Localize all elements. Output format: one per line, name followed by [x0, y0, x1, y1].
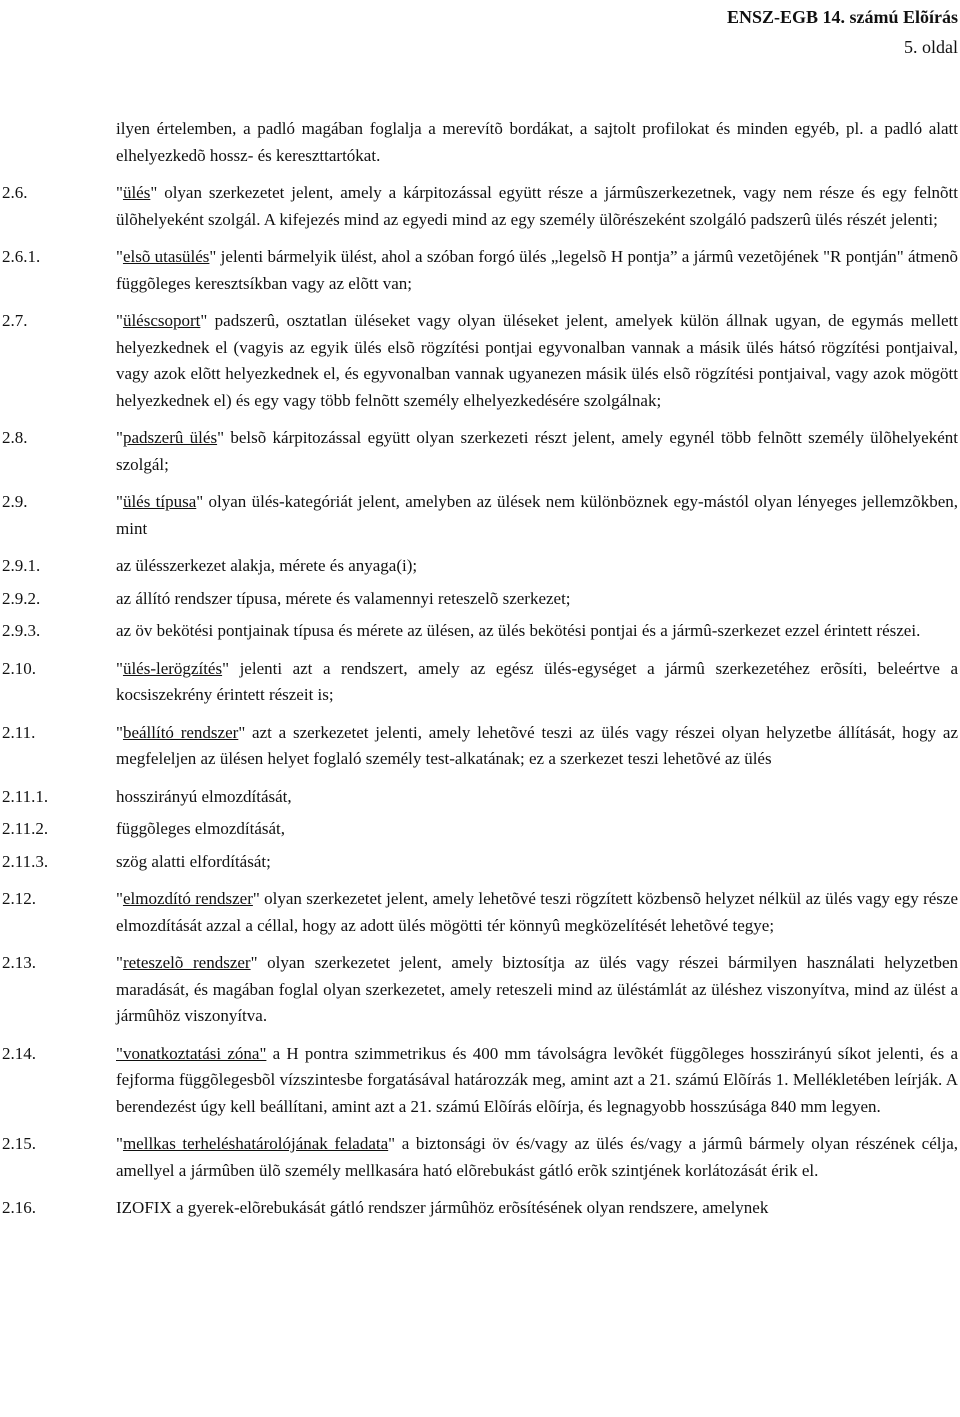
term-quote-open: "	[116, 311, 123, 330]
definition-paragraph	[2, 116, 958, 169]
definition-paragraph	[2, 425, 958, 478]
term-quote-open: "	[116, 722, 123, 742]
definition-paragraph	[2, 308, 958, 414]
document-body	[2, 116, 958, 1233]
paragraph-number: 2.11.3.	[2, 851, 49, 871]
paragraph-number: 2.11.	[2, 722, 36, 742]
paragraph-text	[116, 784, 958, 811]
definition-paragraph	[2, 849, 958, 876]
paragraph-number: 2.12.	[2, 889, 36, 908]
definition-paragraph	[2, 656, 958, 709]
page-header	[727, 2, 958, 62]
defined-term: padszerû ülés	[122, 428, 218, 447]
definition-text: az öv bekötési pontjainak típusa és mérete az ülésen, az ülés bekötési pontjai és a jármû-szerkezet ezzel érintett részei.	[116, 621, 921, 640]
definition-paragraph	[2, 816, 958, 843]
definition-text: " a biztonsági öv és/vagy az ülés és/vagy a jármû bármely olyan részének célja, amellyel a jármûben ülõ személy mellkasára ható elõrebukást gátló erõk szintjének korlátozását érik el.	[116, 1134, 958, 1180]
paragraph-number: 2.13.	[2, 953, 36, 972]
definition-paragraph	[2, 720, 958, 773]
paragraph-text	[116, 553, 958, 580]
paragraph-text	[116, 1041, 958, 1121]
term-quote-open: "	[116, 183, 123, 202]
paragraph-text	[116, 720, 958, 773]
definition-text: ilyen értelemben, a padló magában foglalja a merevítõ bordákat, a sajtolt profilokat és minden egyéb, pl. a padló alatt elhelyezkedõ hossz- és kereszttartókat.	[116, 119, 958, 165]
paragraph-number: 2.9.2.	[2, 588, 41, 608]
paragraph-text	[116, 425, 958, 478]
term-quote-open: "	[116, 247, 123, 266]
definition-text: " olyan ülés-kategóriát jelent, amelyben az ülések nem különböznek egy-mástól olyan lényeges jellemzõkben, mint	[116, 492, 958, 538]
definition-text: függõleges elmozdítását,	[116, 819, 286, 838]
paragraph-number: 2.11.2.	[2, 819, 49, 838]
paragraph-text	[116, 656, 958, 709]
definition-paragraph	[2, 886, 958, 939]
paragraph-text	[116, 308, 958, 414]
term-quote-open: "	[116, 428, 123, 447]
paragraph-number: 2.6.	[2, 183, 28, 202]
definition-paragraph	[2, 586, 958, 613]
term-quote-open: "	[116, 889, 123, 908]
paragraph-number: 2.16.	[2, 1198, 36, 1217]
defined-term: elmozdító rendszer	[122, 889, 253, 908]
definition-paragraph	[2, 1131, 958, 1184]
definition-paragraph	[2, 950, 958, 1030]
definition-paragraph	[2, 1041, 958, 1121]
defined-term: elsõ utasülés	[122, 247, 210, 266]
paragraph-number: 2.9.1.	[2, 556, 41, 575]
page-number: 5. oldal	[904, 37, 958, 57]
defined-term: ülés-lerögzítés	[122, 658, 223, 678]
paragraph-number: 2.11.1.	[2, 786, 49, 806]
paragraph-number: 2.9.	[2, 492, 28, 511]
definition-text: " belsõ kárpitozással együtt olyan szerkezeti részt jelent, amely egynél több felnõtt személy ülõhelyeként szolgál;	[116, 428, 958, 474]
definition-text: szög alatti elfordítását;	[116, 851, 271, 871]
paragraph-number: 2.10.	[2, 658, 36, 678]
definition-text: a H pontra szimmetrikus és 400 mm távolságra levõkét függõleges hosszirányú síkot jelenti, és a fejforma függõlegesbõl vízszintesbe forgatásával határozzák meg, amint azt a 21. számú Elõírás 1. Mellékletében leírják. A berendezést úgy kell beállítani, amint azt a 21. számú Elõírás elõírja, és legnagyobb hosszúsága 840 mm legyen.	[116, 1043, 958, 1116]
definition-paragraph	[2, 489, 958, 542]
term-quote-open: "	[116, 658, 123, 678]
paragraph-text	[116, 116, 958, 169]
defined-term: reteszelõ rendszer	[122, 953, 251, 972]
paragraph-text	[116, 849, 958, 876]
paragraph-text	[116, 244, 958, 297]
defined-term: beállító rendszer	[122, 722, 239, 742]
definition-text: " olyan szerkezetet jelent, amely biztosítja az ülés vagy részei bármilyen használati helyzetben maradását, és magában foglal olyan szerkezetet, amely reteszeli mind az üléstámlát az üléshez viszonyítva, mind az ülést a jármûhöz viszonyítva.	[116, 953, 958, 1025]
definition-text: " padszerû, osztatlan üléseket vagy olyan üléseket jelent, amelyek külön állnak ugyan, de egymás mellett helyezkednek el (vagyis az egyik ülés elsõ rögzítési pontjai egyvonalban vannak a másik ülés hátsó rögzítési pontjaival, vagy azok elõtt helyezkednek el, és egyvonalban vannak ugyanezen másik ülés elsõ rögzítési pontjaival, vagy azok mögött helyezkednek el) és egy vagy több felnõtt személy elhelyezkedésére szolgálnak;	[116, 311, 958, 410]
paragraph-text	[116, 1195, 958, 1222]
definition-text: " jelenti azt a rendszert, amely az egész ülés-egységet a jármû szerkezetéhez erõsíti, beleértve a kocsiszekrény érintett részeit is;	[116, 658, 958, 704]
paragraph-text	[116, 950, 958, 1030]
paragraph-number: 2.14.	[2, 1043, 36, 1063]
definition-text: IZOFIX a gyerek-elõrebukását gátló rendszer jármûhöz erõsítésének olyan rendszere, amelynek	[116, 1198, 769, 1217]
defined-term: üléscsoport	[122, 311, 201, 330]
paragraph-number: 2.15.	[2, 1134, 36, 1153]
paragraph-number	[2, 116, 116, 169]
paragraph-text	[116, 886, 958, 939]
term-quote-open: "	[116, 1134, 123, 1153]
definition-text: " jelenti bármelyik ülést, ahol a szóban forgó ülés „legelsõ H pontja” a jármû vezetõjének "R pontján" átmenõ függõleges keresztsíkban vagy az elõtt van;	[116, 247, 958, 293]
definition-text: az ülésszerkezet alakja, mérete és anyaga(i);	[116, 556, 418, 575]
paragraph-text	[116, 618, 958, 645]
paragraph-text	[116, 489, 958, 542]
defined-term: ülés	[122, 183, 151, 202]
definition-paragraph	[2, 180, 958, 233]
defined-term: ülés típusa	[122, 492, 197, 511]
paragraph-number: 2.8.	[2, 428, 28, 447]
defined-term: "vonatkoztatási zóna"	[116, 1043, 267, 1063]
definition-paragraph	[2, 1195, 958, 1222]
definition-text: " azt a szerkezetet jelenti, amely lehetõvé teszi az ülés vagy részei olyan helyzetbe állítását, hogy az megfeleljen az ülésen helyet foglaló személy test-alkatának; ez a szerkezet teszi lehetõvé az ülés	[116, 722, 959, 768]
paragraph-number: 2.6.1.	[2, 247, 41, 266]
paragraph-text	[116, 586, 958, 613]
paragraph-number: 2.7.	[2, 311, 28, 330]
definition-text: hosszirányú elmozdítását,	[116, 786, 292, 806]
paragraph-text	[116, 816, 958, 843]
paragraph-text	[116, 180, 958, 233]
definition-text: az állító rendszer típusa, mérete és valamennyi reteszelõ szerkezet;	[116, 588, 571, 608]
definition-paragraph	[2, 784, 958, 811]
term-quote-open: "	[116, 492, 123, 511]
definition-text: " olyan szerkezetet jelent, amely a kárpitozással együtt része a jármûszerkezetnek, vagy nem része és egy felnõtt ülõhelyeként szolgál. A kifejezés mind az egyedi mind az egy személy ülõrészeként szolgáló padszerû ülés részét jelenti;	[116, 183, 958, 229]
term-quote-open: "	[116, 953, 123, 972]
definition-paragraph	[2, 553, 958, 580]
paragraph-number: 2.9.3.	[2, 621, 41, 640]
definition-paragraph	[2, 244, 958, 297]
document-title: ENSZ-EGB 14. számú Elõírás	[726, 7, 958, 27]
definition-paragraph	[2, 618, 958, 645]
definition-text: " olyan szerkezetet jelent, amely lehetõvé teszi rögzített közbensõ helyzet nélkül az ülés vagy egy része elmozdítását azzal a céllal, hogy az adott ülés mögötti tér könnyû megközelítését lehetõvé tegye;	[116, 889, 959, 935]
paragraph-text	[116, 1131, 958, 1184]
defined-term: mellkas terheléshatárolójának feladata	[122, 1134, 389, 1153]
